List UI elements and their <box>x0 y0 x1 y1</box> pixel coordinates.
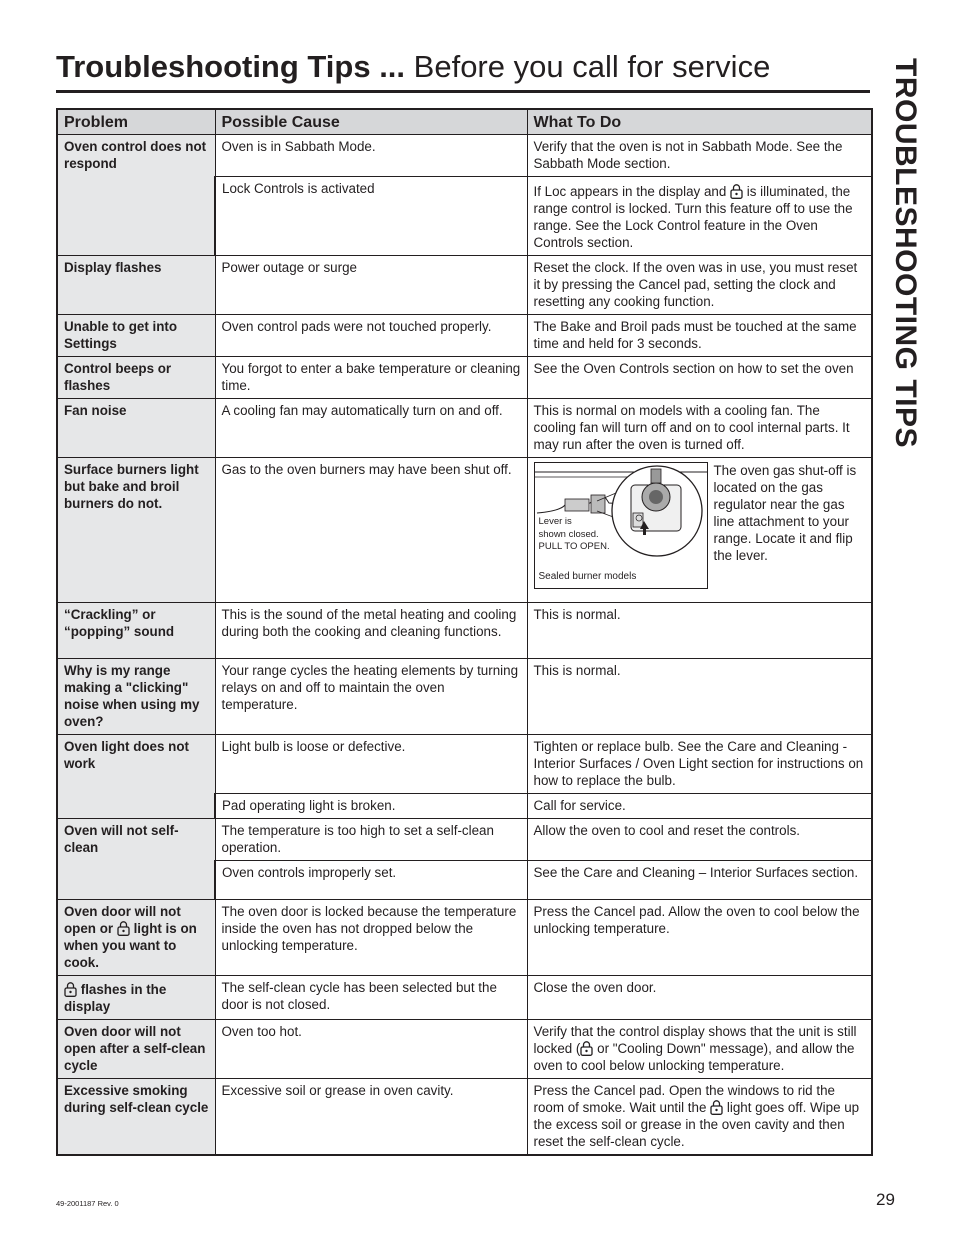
title-rest: Before you call for service <box>405 49 771 84</box>
todo-cell: Verify that the oven is not in Sabbath Mode. See the Sabbath Mode section. <box>527 135 872 177</box>
problem-text: flashes in the display <box>64 982 167 1014</box>
todo-cell <box>527 458 872 603</box>
problem-cell: Fan noise <box>57 399 215 458</box>
title-bold: Troubleshooting Tips ... <box>56 49 406 84</box>
table-row <box>57 399 872 458</box>
problem-cell <box>57 976 215 1020</box>
todo-text: Press the Cancel pad. Open the windows to rid the room of smoke. Wait until the <box>533 1083 835 1115</box>
problem-cell: Oven light does not work <box>57 735 215 819</box>
cause-cell: The oven door is locked because the temperature inside the oven has not dropped below the unlocking temperature. <box>215 900 527 976</box>
todo-cell: Press the Cancel pad. Allow the oven to cool below the unlocking temperature. <box>527 900 872 976</box>
cause-cell: A cooling fan may automatically turn on and off. <box>215 399 527 458</box>
lock-icon <box>730 183 743 199</box>
table-row <box>57 976 872 1020</box>
cause-cell: You forgot to enter a bake temperature or cleaning time. <box>215 357 527 399</box>
problem-cell: Excessive smoking during self-clean cycle <box>57 1079 215 1156</box>
todo-cell: This is normal on models with a cooling fan. The cooling fan will turn off and on to cool internal parts. It may run after the oven is turned off. <box>527 399 872 458</box>
table-header-row <box>57 109 872 135</box>
todo-cell: Reset the clock. If the oven was in use, you must reset it by pressing the Cancel pad, setting the clock and resetting any cooking function. <box>527 256 872 315</box>
cause-cell: The self-clean cycle has been selected but the door is not closed. <box>215 976 527 1020</box>
cause-cell: Oven controls improperly set. <box>215 861 527 900</box>
table-row <box>57 819 872 861</box>
problem-cell: “Crackling” or “popping” sound <box>57 603 215 659</box>
table-row <box>57 458 872 603</box>
lock-icon <box>710 1099 723 1115</box>
todo-cell <box>527 1079 872 1156</box>
cause-cell: Oven is in Sabbath Mode. <box>215 135 527 177</box>
cause-cell: Excessive soil or grease in oven cavity. <box>215 1079 527 1156</box>
problem-cell: Control beeps or flashes <box>57 357 215 399</box>
figure-label: PULL TO OPEN. <box>538 541 610 552</box>
todo-text: If Loc appears in the display and <box>533 184 727 199</box>
table-row <box>57 1020 872 1079</box>
problem-cell: Oven will not self-clean <box>57 819 215 900</box>
cause-cell: This is the sound of the metal heating and cooling during both the cooking and cleaning functions. <box>215 603 527 659</box>
todo-cell: Allow the oven to cool and reset the controls. <box>527 819 872 861</box>
figure-label: Lever is <box>538 516 572 527</box>
side-tab <box>884 58 928 458</box>
problem-cell: Why is my range making a "clicking" noise when using my oven? <box>57 659 215 735</box>
page-number: 29 <box>876 1190 895 1209</box>
lock-icon <box>117 920 130 936</box>
problem-cell: Oven door will not open after a self-clean cycle <box>57 1020 215 1079</box>
todo-cell: This is normal. <box>527 659 872 735</box>
side-tab-label: TROUBLESHOOTING TIPS <box>889 58 922 449</box>
gas-shutoff-figure <box>534 462 708 589</box>
header-todo: What To Do <box>527 109 872 135</box>
cause-cell: Light bulb is loose or defective. <box>215 735 527 794</box>
todo-cell: See the Care and Cleaning – Interior Surfaces section. <box>527 861 872 900</box>
table-row <box>57 315 872 357</box>
problem-cell: Surface burners light but bake and broil burners do not. <box>57 458 215 603</box>
problem-cell: Display flashes <box>57 256 215 315</box>
figure-label: shown closed. <box>538 528 599 540</box>
table-row <box>57 659 872 735</box>
troubleshooting-table <box>56 108 873 1156</box>
figure-caption: Sealed burner models <box>538 571 637 582</box>
problem-text: light is on when you want to cook. <box>64 921 197 970</box>
problem-cell <box>57 900 215 976</box>
table-row <box>57 256 872 315</box>
todo-cell: Tighten or replace bulb. See the Care and Cleaning - Interior Surfaces / Oven Light section for instructions on how to replace the bulb. <box>527 735 872 794</box>
todo-cell: Close the oven door. <box>527 976 872 1020</box>
table-row <box>57 900 872 976</box>
cause-cell: Gas to the oven burners may have been shut off. <box>215 458 527 603</box>
todo-cell <box>527 1020 872 1079</box>
todo-cell: This is normal. <box>527 603 872 659</box>
lock-icon <box>580 1040 593 1056</box>
cause-cell: Lock Controls is activated <box>215 177 527 256</box>
todo-text: Verify that the control display shows that the unit is still locked ( <box>533 1024 857 1056</box>
todo-text: or "Cooling Down" message), and allow the oven to cool below unlocking temperature. <box>533 1041 855 1073</box>
todo-cell: The Bake and Broil pads must be touched at the same time and held for 3 seconds. <box>527 315 872 357</box>
cause-cell: The temperature is too high to set a self-clean operation. <box>215 819 527 861</box>
title-rule <box>56 90 870 93</box>
cause-cell: Pad operating light is broken. <box>215 794 527 819</box>
problem-cell: Oven control does not respond <box>57 135 215 256</box>
todo-text: The oven gas shut-off is located on the gas regulator near the gas line attachment to your range. Locate it and flip the lever. <box>713 463 857 563</box>
todo-cell <box>527 177 872 256</box>
table-row <box>57 357 872 399</box>
lock-icon <box>64 981 77 997</box>
todo-cell: See the Oven Controls section on how to set the oven <box>527 357 872 399</box>
todo-cell: Call for service. <box>527 794 872 819</box>
cause-cell: Power outage or surge <box>215 256 527 315</box>
table-row <box>57 135 872 177</box>
table-row <box>57 1079 872 1156</box>
table-row <box>57 735 872 794</box>
cause-cell: Your range cycles the heating elements by turning relays on and off to maintain the oven temperature. <box>215 659 527 735</box>
table-row <box>57 603 872 659</box>
cause-cell: Oven too hot. <box>215 1020 527 1079</box>
todo-text: is illuminated, the range control is locked. Turn this feature off to use the range. See the Lock Control feature in the Oven Controls section. <box>533 184 853 250</box>
todo-text: light goes off. Wipe up the excess soil or grease in the oven cavity and then reset the self-clean cycle. <box>533 1100 860 1149</box>
header-cause: Possible Cause <box>215 109 527 135</box>
gas-shutoff-block <box>534 462 866 589</box>
problem-text: Oven door will not open or <box>64 904 181 936</box>
problem-cell: Unable to get into Settings <box>57 315 215 357</box>
document-code: 49-2001187 Rev. 0 <box>56 1199 119 1208</box>
cause-cell: Oven control pads were not touched properly. <box>215 315 527 357</box>
header-problem: Problem <box>57 109 215 135</box>
page-title <box>56 48 770 86</box>
